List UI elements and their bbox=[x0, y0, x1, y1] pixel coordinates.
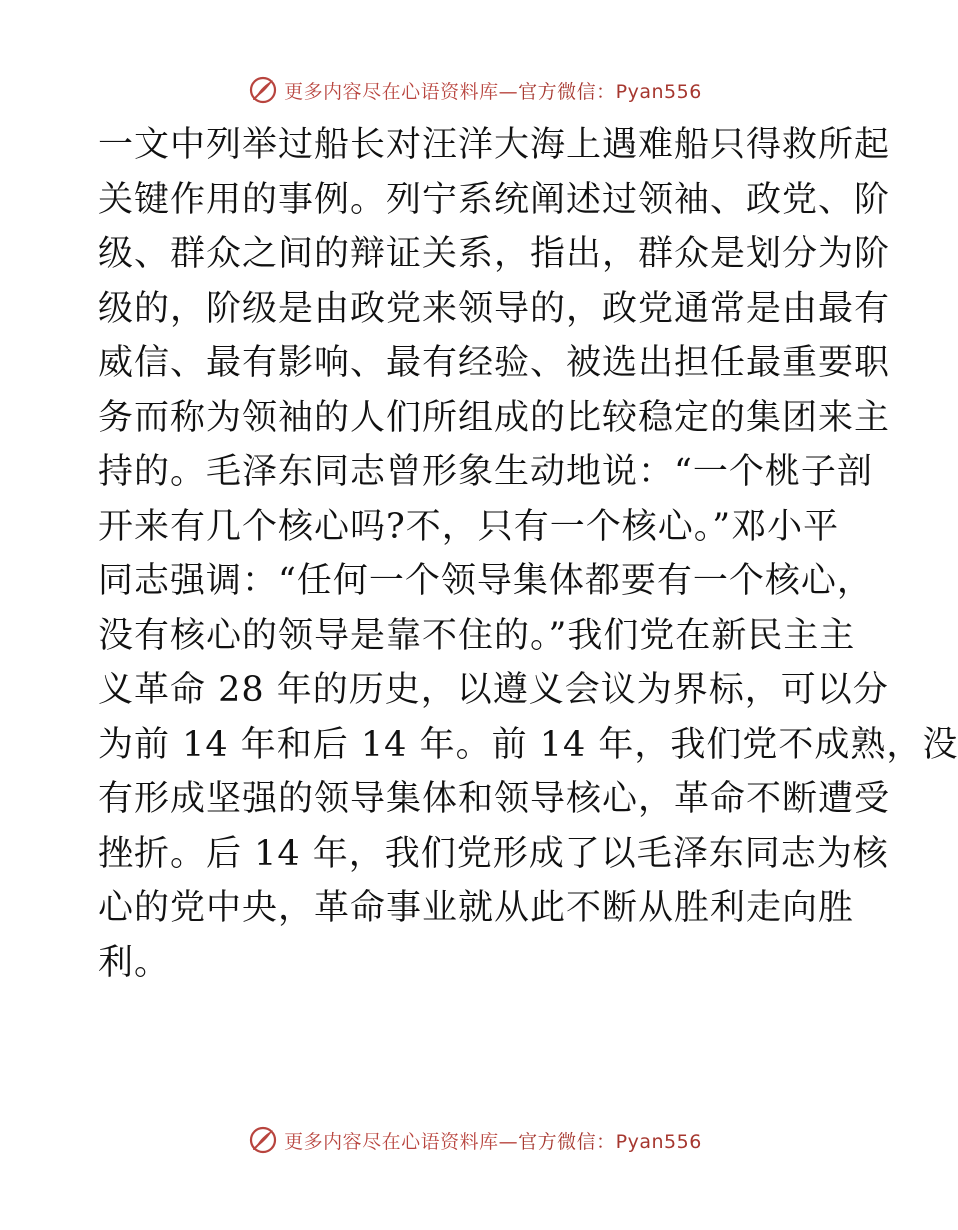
body-line: 没有核心的领导是靠不住的。”我们党在新民主主 bbox=[98, 615, 856, 656]
footer-watermark-dash: — bbox=[498, 1130, 519, 1153]
body-line: 有形成坚强的领导集体和领导核心，革命不断遭受 bbox=[98, 779, 891, 819]
body-line: 级的，阶级是由政党来领导的，政党通常是由最有 bbox=[98, 288, 891, 329]
footer-watermark-text bbox=[284, 1127, 702, 1154]
footer-watermark-tail: 官方微信：Pyan556 bbox=[518, 1130, 702, 1153]
header-watermark-dash: — bbox=[498, 80, 519, 103]
body-line: 挫折。后 14 年，我们党形成了以毛泽东同志为核 bbox=[98, 833, 889, 874]
body-line: 一文中列举过船长对汪洋大海上遇难船只得救所起 bbox=[98, 125, 891, 165]
body-line: 级、群众之间的辩证关系，指出，群众是划分为阶 bbox=[98, 234, 891, 274]
body-line: 利。 bbox=[98, 942, 171, 983]
header-watermark-text bbox=[284, 77, 702, 104]
body-line: 义革命 28 年的历史，以遵义会议为界标，可以分 bbox=[98, 670, 889, 710]
quill-pen-logo-icon bbox=[248, 75, 278, 105]
body-line: 务而称为领袖的人们所组成的比较稳定的集团来主 bbox=[98, 397, 891, 438]
quill-pen-logo-icon bbox=[248, 1125, 278, 1155]
body-line: 心的党中央，革命事业就从此不断从胜利走向胜 bbox=[98, 888, 855, 928]
footer-watermark bbox=[0, 1120, 950, 1160]
body-line: 同志强调：“任何一个领导集体都要有一个核心， bbox=[98, 561, 873, 601]
body-line: 持的。毛泽东同志曾形象生动地说：“一个桃子剖 bbox=[98, 452, 873, 492]
body-line: 关键作用的事例。列宁系统阐述过领袖、政党、阶 bbox=[98, 179, 891, 220]
body-line: 开来有几个核心吗?不，只有一个核心。”邓小平 bbox=[98, 506, 840, 547]
footer-watermark-main: 更多内容尽在心语资料库 bbox=[284, 1130, 499, 1153]
body-line: 为前 14 年和后 14 年。前 14 年，我们党不成熟，没 bbox=[98, 724, 958, 765]
body-line: 威信、最有影响、最有经验、被选出担任最重要职 bbox=[98, 343, 891, 383]
header-watermark-tail: 官方微信：Pyan556 bbox=[518, 80, 702, 103]
document-body bbox=[98, 118, 958, 990]
header-watermark-main: 更多内容尽在心语资料库 bbox=[284, 80, 499, 103]
header-watermark bbox=[0, 70, 950, 110]
